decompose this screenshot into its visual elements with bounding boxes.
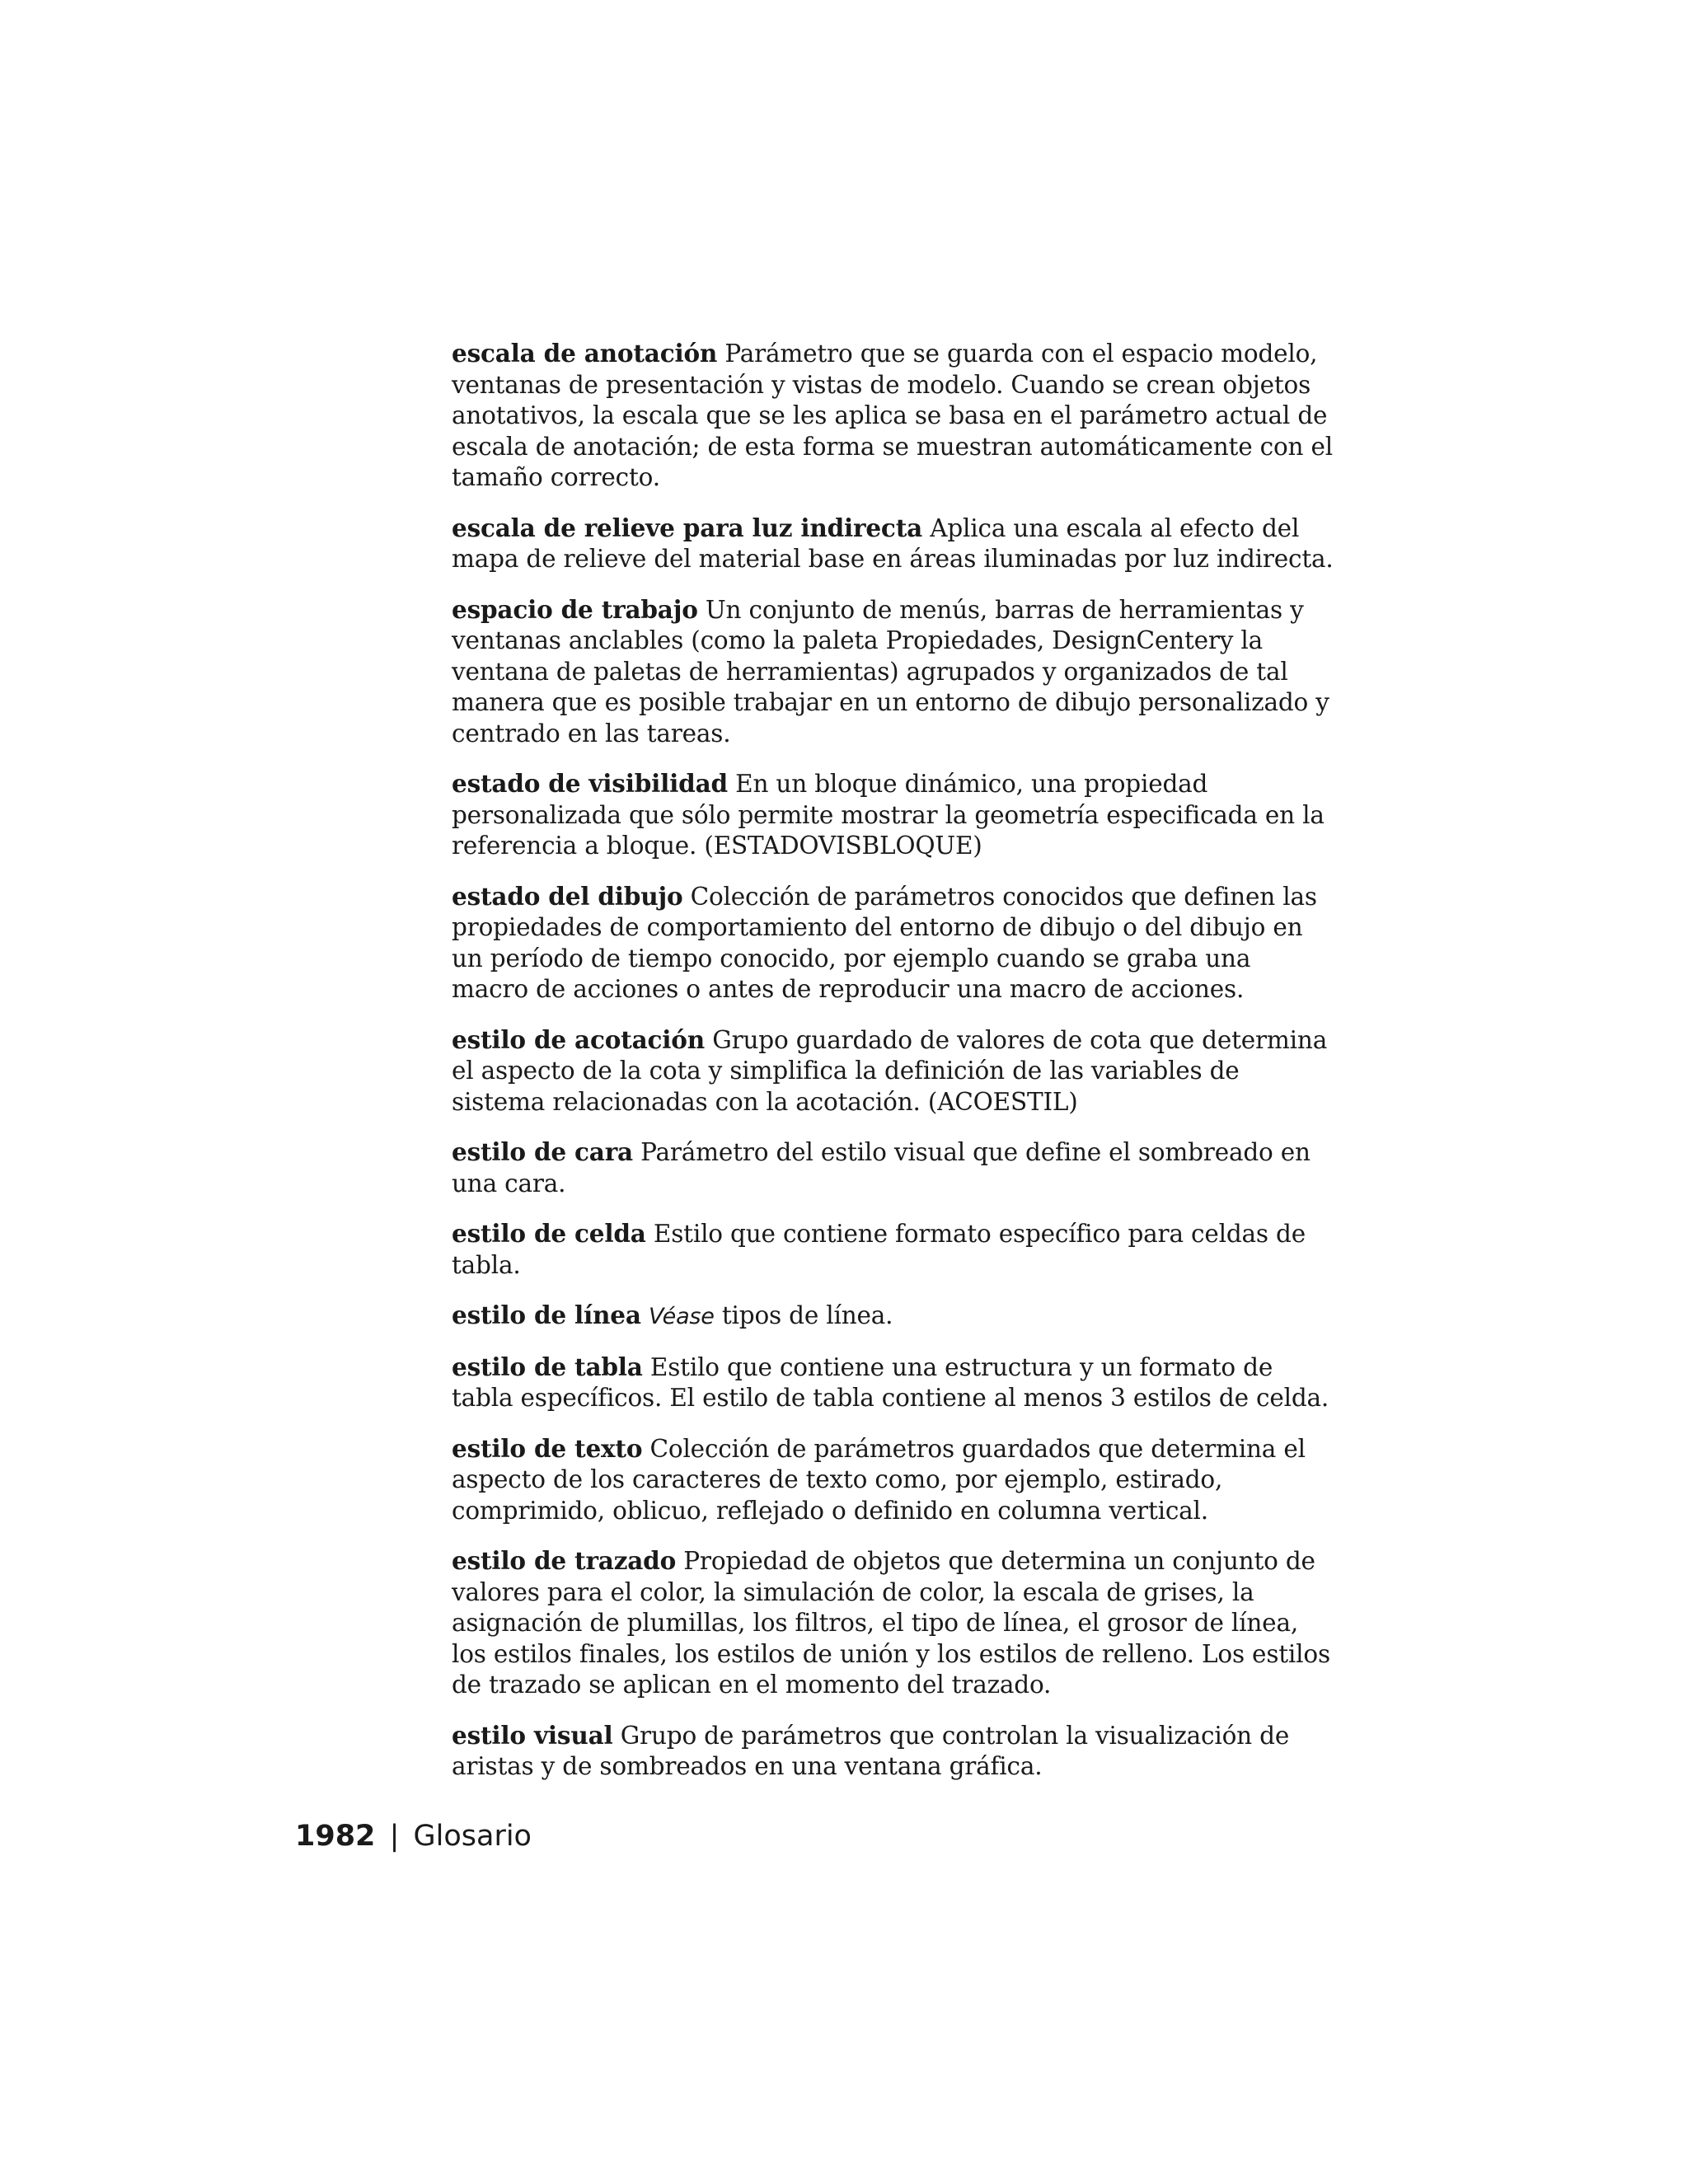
page-footer — [295, 1820, 532, 1853]
glossary-term: espacio de trabajo — [452, 594, 698, 624]
glossary-entry — [452, 594, 1334, 750]
glossary-term: estilo de celda — [452, 1219, 646, 1248]
glossary-entry — [452, 1300, 1334, 1333]
glossary-term: estilo de texto — [452, 1433, 643, 1463]
glossary-definition: Estilo que contiene una estructura y un formato de tabla específicos. El estilo de tabla contiene al menos 3 estilos de celda. — [452, 1352, 1329, 1412]
glossary-term: estilo visual — [452, 1720, 613, 1750]
glossary-term: estilo de tabla — [452, 1352, 643, 1381]
glossary-term: estado del dibujo — [452, 881, 683, 911]
glossary-entry — [452, 338, 1334, 494]
glossary-definition: Colección de parámetros conocidos que definen las propiedades de comportamiento del entorno de dibujo o del dibujo en un período de tiempo conocido, por ejemplo cuando se graba una macro de acciones o antes de reproducir una macro de acciones. — [452, 882, 1317, 1003]
page-number: 1982 — [295, 1820, 376, 1853]
glossary-definition: Grupo de parámetros que controlan la visualización de aristas y de sombreados en una ventana gráfica. — [452, 1721, 1290, 1780]
glossary-entry — [452, 1218, 1334, 1281]
footer-separator: | — [389, 1820, 400, 1853]
glossary-term: estado de visibilidad — [452, 769, 728, 798]
glossary-definition: Grupo guardado de valores de cota que determina el aspecto de la cota y simplifica la definición de las variables de sistema relacionadas con la acotación. (ACOESTIL) — [452, 1025, 1328, 1116]
glossary-term: estilo de línea — [452, 1301, 641, 1329]
glossary-entry — [452, 1137, 1334, 1199]
glossary-definition: Propiedad de objetos que determina un conjunto de valores para el color, la simulación de color, la escala de grises, la asignación de plumillas, los filtros, el tipo de línea, el grosor de línea, los estilos finales, los estilos de unión y los estilos de relleno. Los estilos de trazado se aplican en el momento del trazado. — [452, 1547, 1330, 1699]
glossary-list — [452, 338, 1334, 1802]
glossary-entry — [452, 1545, 1334, 1701]
glossary-term: estilo de acotación — [452, 1024, 706, 1054]
glossary-definition: Parámetro que se guarda con el espacio modelo, ventanas de presentación y vistas de modelo. Cuando se crean objetos anotativos, la escala que se les aplica se basa en el parámetro actual de escala de anotación; de esta forma se muestran automáticamente con el tamaño correcto. — [452, 340, 1333, 491]
glossary-definition: En un bloque dinámico, una propiedad personalizada que sólo permite mostrar la geometría especificada en la referencia a bloque. (ESTADOVISBLOQUE) — [452, 770, 1325, 860]
glossary-entry — [452, 513, 1334, 575]
glossary-entry — [452, 1352, 1334, 1414]
glossary-entry — [452, 881, 1334, 1005]
glossary-term: estilo de cara — [452, 1137, 633, 1166]
glossary-definition-link[interactable]: tipos de línea. — [721, 1301, 893, 1329]
glossary-definition: Aplica una escala al efecto del mapa de relieve del material base en áreas iluminadas por luz indirecta. — [452, 513, 1334, 573]
glossary-definition: Colección de parámetros guardados que determina el aspecto de los caracteres de texto como, por ejemplo, estirado, comprimido, oblicuo, reflejado o definido en columna vertical. — [452, 1434, 1306, 1525]
glossary-term: escala de anotación — [452, 339, 718, 368]
glossary-definition: Parámetro del estilo visual que define el sombreado en una cara. — [452, 1138, 1311, 1197]
glossary-term: escala de relieve para luz indirecta — [452, 513, 923, 542]
section-title: Glosario — [413, 1820, 532, 1853]
glossary-entry — [452, 768, 1334, 862]
glossary-entry — [452, 1433, 1334, 1527]
glossary-entry — [452, 1024, 1334, 1118]
glossary-entry — [452, 1720, 1334, 1783]
see-reference: Véase — [648, 1304, 715, 1329]
glossary-term: estilo de trazado — [452, 1546, 677, 1575]
glossary-definition: Un conjunto de menús, barras de herramientas y ventanas anclables (como la paleta Propiedades, DesignCentery la ventana de paletas de herramientas) agrupados y organizados de tal manera que es posible trabajar en un entorno de dibujo personalizado y centrado en las tareas. — [452, 595, 1329, 748]
glossary-definition: Estilo que contiene formato específico para celdas de tabla. — [452, 1220, 1306, 1279]
